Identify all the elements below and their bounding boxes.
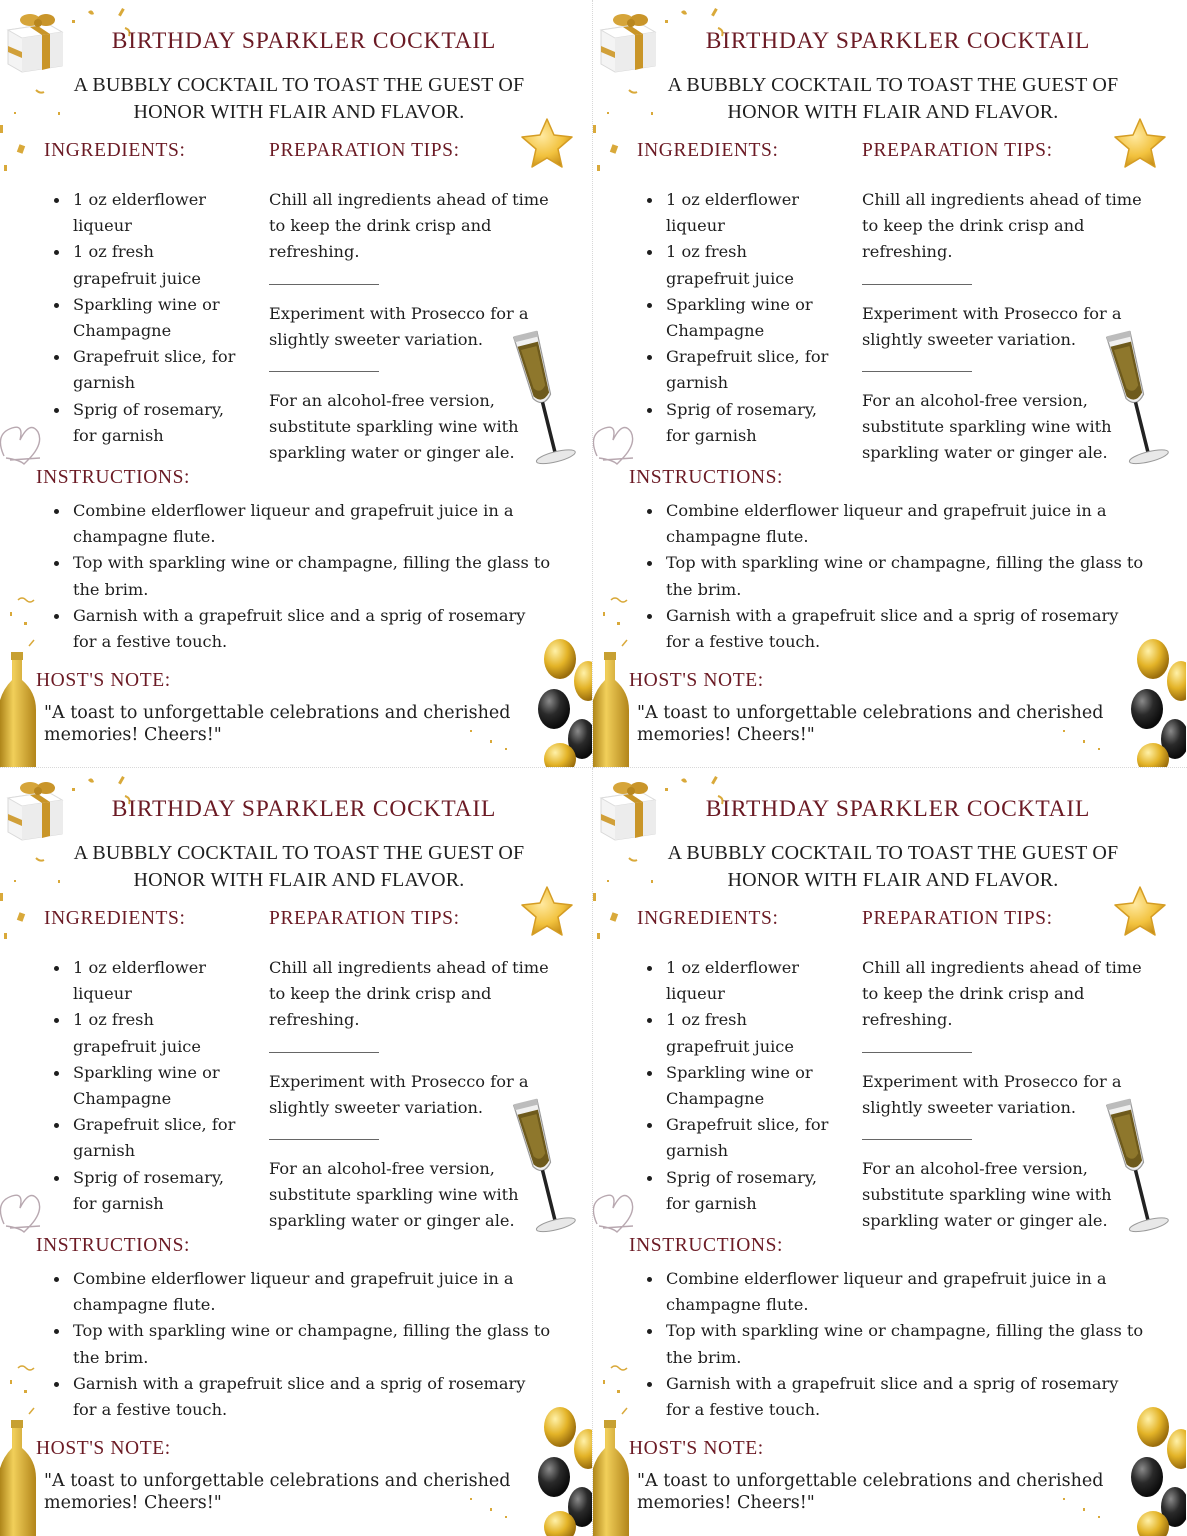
host-note-heading: HOST'S NOTE:: [629, 1438, 764, 1459]
ingredient-item: Sparkling wine or Champagne: [52, 292, 242, 344]
instruction-step: Garnish with a grapefruit slice and a sprig of rosemary for a festive touch.: [645, 1371, 1145, 1423]
instructions-heading: INSTRUCTIONS:: [36, 1235, 191, 1256]
champagne-bottle-icon: [0, 1418, 40, 1536]
prep-tip: For an alcohol-free version, substitute sparkling wine with sparkling water or ginger ale.: [269, 1159, 519, 1231]
recipe-subtitle: A BUBBLY COCKTAIL TO TOAST THE GUEST OF HONOR WITH FLAIR AND FLAVOR.: [667, 74, 1119, 123]
ingredient-item: Grapefruit slice, for garnish: [52, 344, 242, 396]
instruction-step: Top with sparkling wine or champagne, filling the glass to the brim.: [52, 550, 552, 602]
divider: [269, 1052, 379, 1053]
instruction-step: Top with sparkling wine or champagne, filling the glass to the brim.: [645, 550, 1145, 602]
recipe-title: BIRTHDAY SPARKLER COCKTAIL: [705, 28, 1091, 54]
ingredient-item: Grapefruit slice, for garnish: [52, 1112, 242, 1164]
ingredient-item: Sparkling wine or Champagne: [645, 292, 835, 344]
instruction-step: Top with sparkling wine or champagne, filling the glass to the brim.: [645, 1318, 1145, 1370]
ingredient-item: Sparkling wine or Champagne: [52, 1060, 242, 1112]
ingredient-item: 1 oz fresh grapefruit juice: [52, 1007, 242, 1059]
champagne-flute-icon: [1105, 1092, 1185, 1244]
preparation-tips-heading: PREPARATION TIPS:: [269, 908, 460, 929]
prep-tip: Experiment with Prosecco for a slightly sweeter variation.: [269, 1071, 529, 1117]
heart-outline-icon: [593, 414, 637, 466]
ingredient-item: Sprig of rosemary, for garnish: [52, 397, 242, 449]
balloons-icon: [1121, 635, 1186, 768]
recipe-title: BIRTHDAY SPARKLER COCKTAIL: [111, 28, 497, 54]
instructions-heading: INSTRUCTIONS:: [36, 467, 191, 488]
ingredient-item: 1 oz elderflower liqueur: [52, 955, 242, 1007]
preparation-tips-heading: PREPARATION TIPS:: [862, 140, 1053, 161]
recipe-card-4: [593, 768, 1187, 1536]
heart-outline-icon: [0, 414, 44, 466]
instruction-step: Combine elderflower liqueur and grapefruit juice in a champagne flute.: [52, 1266, 552, 1318]
prep-tip: Chill all ingredients ahead of time to keep the drink crisp and refreshing.: [862, 958, 1142, 1030]
ingredient-item: Grapefruit slice, for garnish: [645, 1112, 835, 1164]
divider: [269, 1139, 379, 1140]
recipe-title: BIRTHDAY SPARKLER COCKTAIL: [705, 796, 1091, 822]
ingredient-item: Grapefruit slice, for garnish: [645, 344, 835, 396]
prep-tip: Chill all ingredients ahead of time to keep the drink crisp and refreshing.: [269, 958, 549, 1030]
ingredient-item: 1 oz fresh grapefruit juice: [52, 239, 242, 291]
ingredient-item: 1 oz fresh grapefruit juice: [645, 239, 835, 291]
star-icon: [519, 884, 575, 940]
ingredient-item: 1 oz elderflower liqueur: [645, 187, 835, 239]
prep-tip: Experiment with Prosecco for a slightly sweeter variation.: [862, 303, 1122, 349]
ingredients-list: [645, 955, 835, 1217]
ingredient-item: 1 oz elderflower liqueur: [52, 187, 242, 239]
divider: [862, 284, 972, 285]
champagne-bottle-icon: [0, 650, 40, 768]
balloons-icon: [528, 1403, 593, 1536]
prep-tip: For an alcohol-free version, substitute sparkling wine with sparkling water or ginger ale.: [862, 391, 1112, 463]
ingredients-heading: INGREDIENTS:: [637, 140, 779, 161]
instruction-step: Garnish with a grapefruit slice and a sprig of rosemary for a festive touch.: [52, 603, 552, 655]
prep-tip: For an alcohol-free version, substitute sparkling wine with sparkling water or ginger ale.: [862, 1159, 1112, 1231]
recipe-title: BIRTHDAY SPARKLER COCKTAIL: [111, 796, 497, 822]
prep-tip: Experiment with Prosecco for a slightly sweeter variation.: [862, 1071, 1122, 1117]
ingredients-list: [52, 955, 242, 1217]
instruction-step: Top with sparkling wine or champagne, filling the glass to the brim.: [52, 1318, 552, 1370]
host-note-heading: HOST'S NOTE:: [36, 670, 171, 691]
champagne-flute-icon: [512, 1092, 592, 1244]
instructions-list: [52, 1266, 552, 1423]
instruction-step: Garnish with a grapefruit slice and a sprig of rosemary for a festive touch.: [52, 1371, 552, 1423]
ingredient-item: 1 oz elderflower liqueur: [645, 955, 835, 1007]
preparation-tips-heading: PREPARATION TIPS:: [269, 140, 460, 161]
balloons-icon: [528, 635, 593, 768]
star-icon: [1112, 116, 1168, 172]
host-note-text: "A toast to unforgettable celebrations and cherished memories! Cheers!": [637, 1471, 1104, 1513]
heart-outline-icon: [0, 1182, 44, 1234]
champagne-bottle-icon: [593, 1418, 633, 1536]
ingredient-item: 1 oz fresh grapefruit juice: [645, 1007, 835, 1059]
instructions-list: [52, 498, 552, 655]
champagne-bottle-icon: [593, 650, 633, 768]
ingredient-item: Sprig of rosemary, for garnish: [645, 1165, 835, 1217]
ingredient-item: Sparkling wine or Champagne: [645, 1060, 835, 1112]
recipe-subtitle: A BUBBLY COCKTAIL TO TOAST THE GUEST OF HONOR WITH FLAIR AND FLAVOR.: [73, 74, 525, 123]
divider: [862, 371, 972, 372]
instruction-step: Combine elderflower liqueur and grapefruit juice in a champagne flute.: [645, 498, 1145, 550]
instructions-heading: INSTRUCTIONS:: [629, 1235, 784, 1256]
prep-tip: Experiment with Prosecco for a slightly sweeter variation.: [269, 303, 529, 349]
host-note-heading: HOST'S NOTE:: [36, 1438, 171, 1459]
host-note-text: "A toast to unforgettable celebrations and cherished memories! Cheers!": [637, 703, 1104, 745]
recipe-card-3: [0, 768, 593, 1536]
instructions-list: [645, 1266, 1145, 1423]
prep-tip: Chill all ingredients ahead of time to keep the drink crisp and refreshing.: [269, 190, 549, 262]
instruction-step: Combine elderflower liqueur and grapefruit juice in a champagne flute.: [52, 498, 552, 550]
ingredient-item: Sprig of rosemary, for garnish: [645, 397, 835, 449]
divider: [862, 1052, 972, 1053]
recipe-subtitle: A BUBBLY COCKTAIL TO TOAST THE GUEST OF HONOR WITH FLAIR AND FLAVOR.: [73, 842, 525, 891]
ingredients-heading: INGREDIENTS:: [44, 908, 186, 929]
recipe-subtitle: A BUBBLY COCKTAIL TO TOAST THE GUEST OF HONOR WITH FLAIR AND FLAVOR.: [667, 842, 1119, 891]
star-icon: [519, 116, 575, 172]
champagne-flute-icon: [1105, 324, 1185, 476]
divider: [269, 284, 379, 285]
ingredients-heading: INGREDIENTS:: [44, 140, 186, 161]
ingredients-heading: INGREDIENTS:: [637, 908, 779, 929]
balloons-icon: [1121, 1403, 1186, 1536]
host-note-text: "A toast to unforgettable celebrations and cherished memories! Cheers!": [44, 1471, 511, 1513]
heart-outline-icon: [593, 1182, 637, 1234]
divider: [269, 371, 379, 372]
recipe-card-2: [593, 0, 1187, 768]
host-note-heading: HOST'S NOTE:: [629, 670, 764, 691]
host-note-text: "A toast to unforgettable celebrations and cherished memories! Cheers!": [44, 703, 511, 745]
ingredients-list: [645, 187, 835, 449]
recipe-card-1: [0, 0, 593, 768]
ingredient-item: Sprig of rosemary, for garnish: [52, 1165, 242, 1217]
prep-tip: Chill all ingredients ahead of time to keep the drink crisp and refreshing.: [862, 190, 1142, 262]
instructions-list: [645, 498, 1145, 655]
star-icon: [1112, 884, 1168, 940]
prep-tip: For an alcohol-free version, substitute sparkling wine with sparkling water or ginger ale.: [269, 391, 519, 463]
ingredients-list: [52, 187, 242, 449]
instructions-heading: INSTRUCTIONS:: [629, 467, 784, 488]
champagne-flute-icon: [512, 324, 592, 476]
instruction-step: Garnish with a grapefruit slice and a sprig of rosemary for a festive touch.: [645, 603, 1145, 655]
instruction-step: Combine elderflower liqueur and grapefruit juice in a champagne flute.: [645, 1266, 1145, 1318]
preparation-tips-heading: PREPARATION TIPS:: [862, 908, 1053, 929]
divider: [862, 1139, 972, 1140]
